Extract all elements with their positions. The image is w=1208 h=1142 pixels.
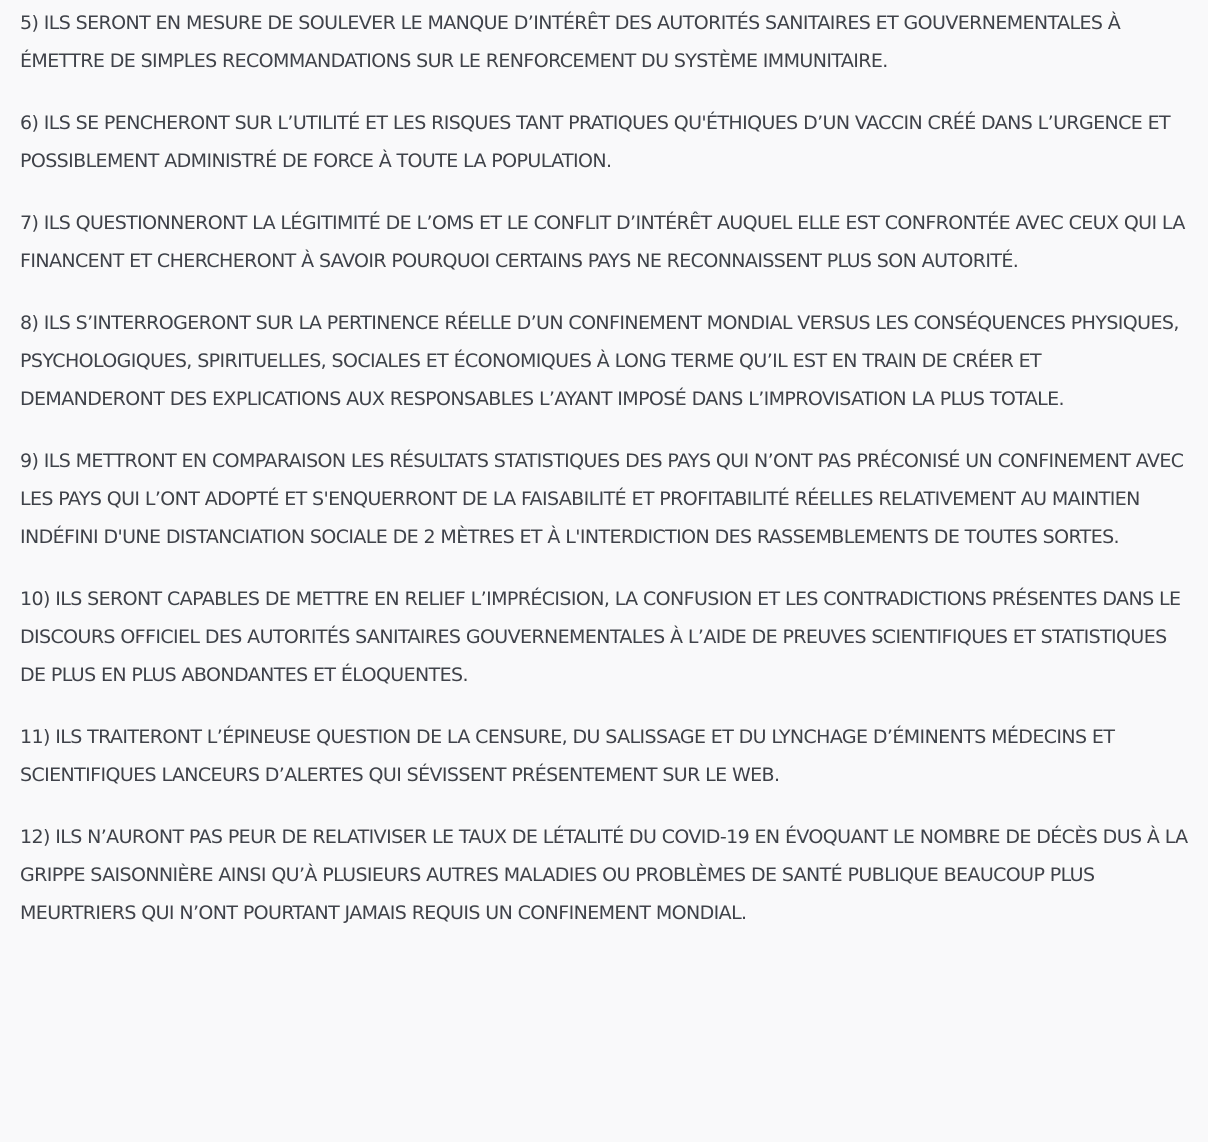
paragraph-8: 8) ILS S’INTERROGERONT SUR LA PERTINENCE RÉELLE D’UN CONFINEMENT MONDIAL VERSUS LES CONSÉQUENCES PHYSIQUES, PSYCHOLOGIQUES, SPIRITUELLES, SOCIALES ET ÉCONOMIQUES À LONG TERME QU’IL EST EN TRAIN DE CRÉER ET DEMANDERONT DES EXPLICATIONS AUX RESPONSABLES L’AYANT IMPOSÉ DANS L’IMPROVISATION LA PLUS TOTALE. bbox=[20, 312, 1179, 410]
paragraph-5: 5) ILS SERONT EN MESURE DE SOULEVER LE MANQUE D’INTÉRÊT DES AUTORITÉS SANITAIRES ET GOUVERNEMENTALES À ÉMETTRE DE SIMPLES RECOMMANDATIONS SUR LE RENFORCEMENT DU SYSTÈME IMMUNITAIRE. bbox=[20, 12, 1121, 72]
paragraph-11: 11) ILS TRAITERONT L’ÉPINEUSE QUESTION DE LA CENSURE, DU SALISSAGE ET DU LYNCHAGE D’ÉMINENTS MÉDECINS ET SCIENTIFIQUES LANCEURS D’ALERTES QUI SÉVISSENT PRÉSENTEMENT SUR LE WEB. bbox=[20, 726, 1115, 786]
paragraph-7: 7) ILS QUESTIONNERONT LA LÉGITIMITÉ DE L’OMS ET LE CONFLIT D’INTÉRÊT AUQUEL ELLE EST CONFRONTÉE AVEC CEUX QUI LA FINANCENT ET CHERCHERONT À SAVOIR POURQUOI CERTAINS PAYS NE RECONNAISSENT PLUS SON AUTORITÉ. bbox=[20, 212, 1185, 272]
paragraph-6: 6) ILS SE PENCHERONT SUR L’UTILITÉ ET LES RISQUES TANT PRATIQUES QU'ÉTHIQUES D’UN VACCIN CRÉÉ DANS L’URGENCE ET POSSIBLEMENT ADMINISTRÉ DE FORCE À TOUTE LA POPULATION. bbox=[20, 112, 1171, 172]
paragraph-12: 12) ILS N’AURONT PAS PEUR DE RELATIVISER LE TAUX DE LÉTALITÉ DU COVID-19 EN ÉVOQUANT LE NOMBRE DE DÉCÈS DUS À LA GRIPPE SAISONNIÈRE AINSI QU’À PLUSIEURS AUTRES MALADIES OU PROBLÈMES DE SANTÉ PUBLIQUE BEAUCOUP PLUS MEURTRIERS QUI N’ONT POURTANT JAMAIS REQUIS UN CONFINEMENT MONDIAL. bbox=[20, 826, 1188, 924]
paragraph-9: 9) ILS METTRONT EN COMPARAISON LES RÉSULTATS STATISTIQUES DES PAYS QUI N’ONT PAS PRÉCONISÉ UN CONFINEMENT AVEC LES PAYS QUI L’ONT ADOPTÉ ET S'ENQUERRONT DE LA FAISABILITÉ ET PROFITABILITÉ RÉELLES RELATIVEMENT AU MAINTIEN INDÉFINI D'UNE DISTANCIATION SOCIALE DE 2 MÈTRES ET À L'INTERDICTION DES RASSEMBLEMENTS DE TOUTES SORTES. bbox=[20, 450, 1184, 548]
paragraph-10: 10) ILS SERONT CAPABLES DE METTRE EN RELIEF L’IMPRÉCISION, LA CONFUSION ET LES CONTRADICTIONS PRÉSENTES DANS LE DISCOURS OFFICIEL DES AUTORITÉS SANITAIRES GOUVERNEMENTALES À L’AIDE DE PREUVES SCIENTIFIQUES ET STATISTIQUES DE PLUS EN PLUS ABONDANTES ET ÉLOQUENTES. bbox=[20, 588, 1181, 686]
